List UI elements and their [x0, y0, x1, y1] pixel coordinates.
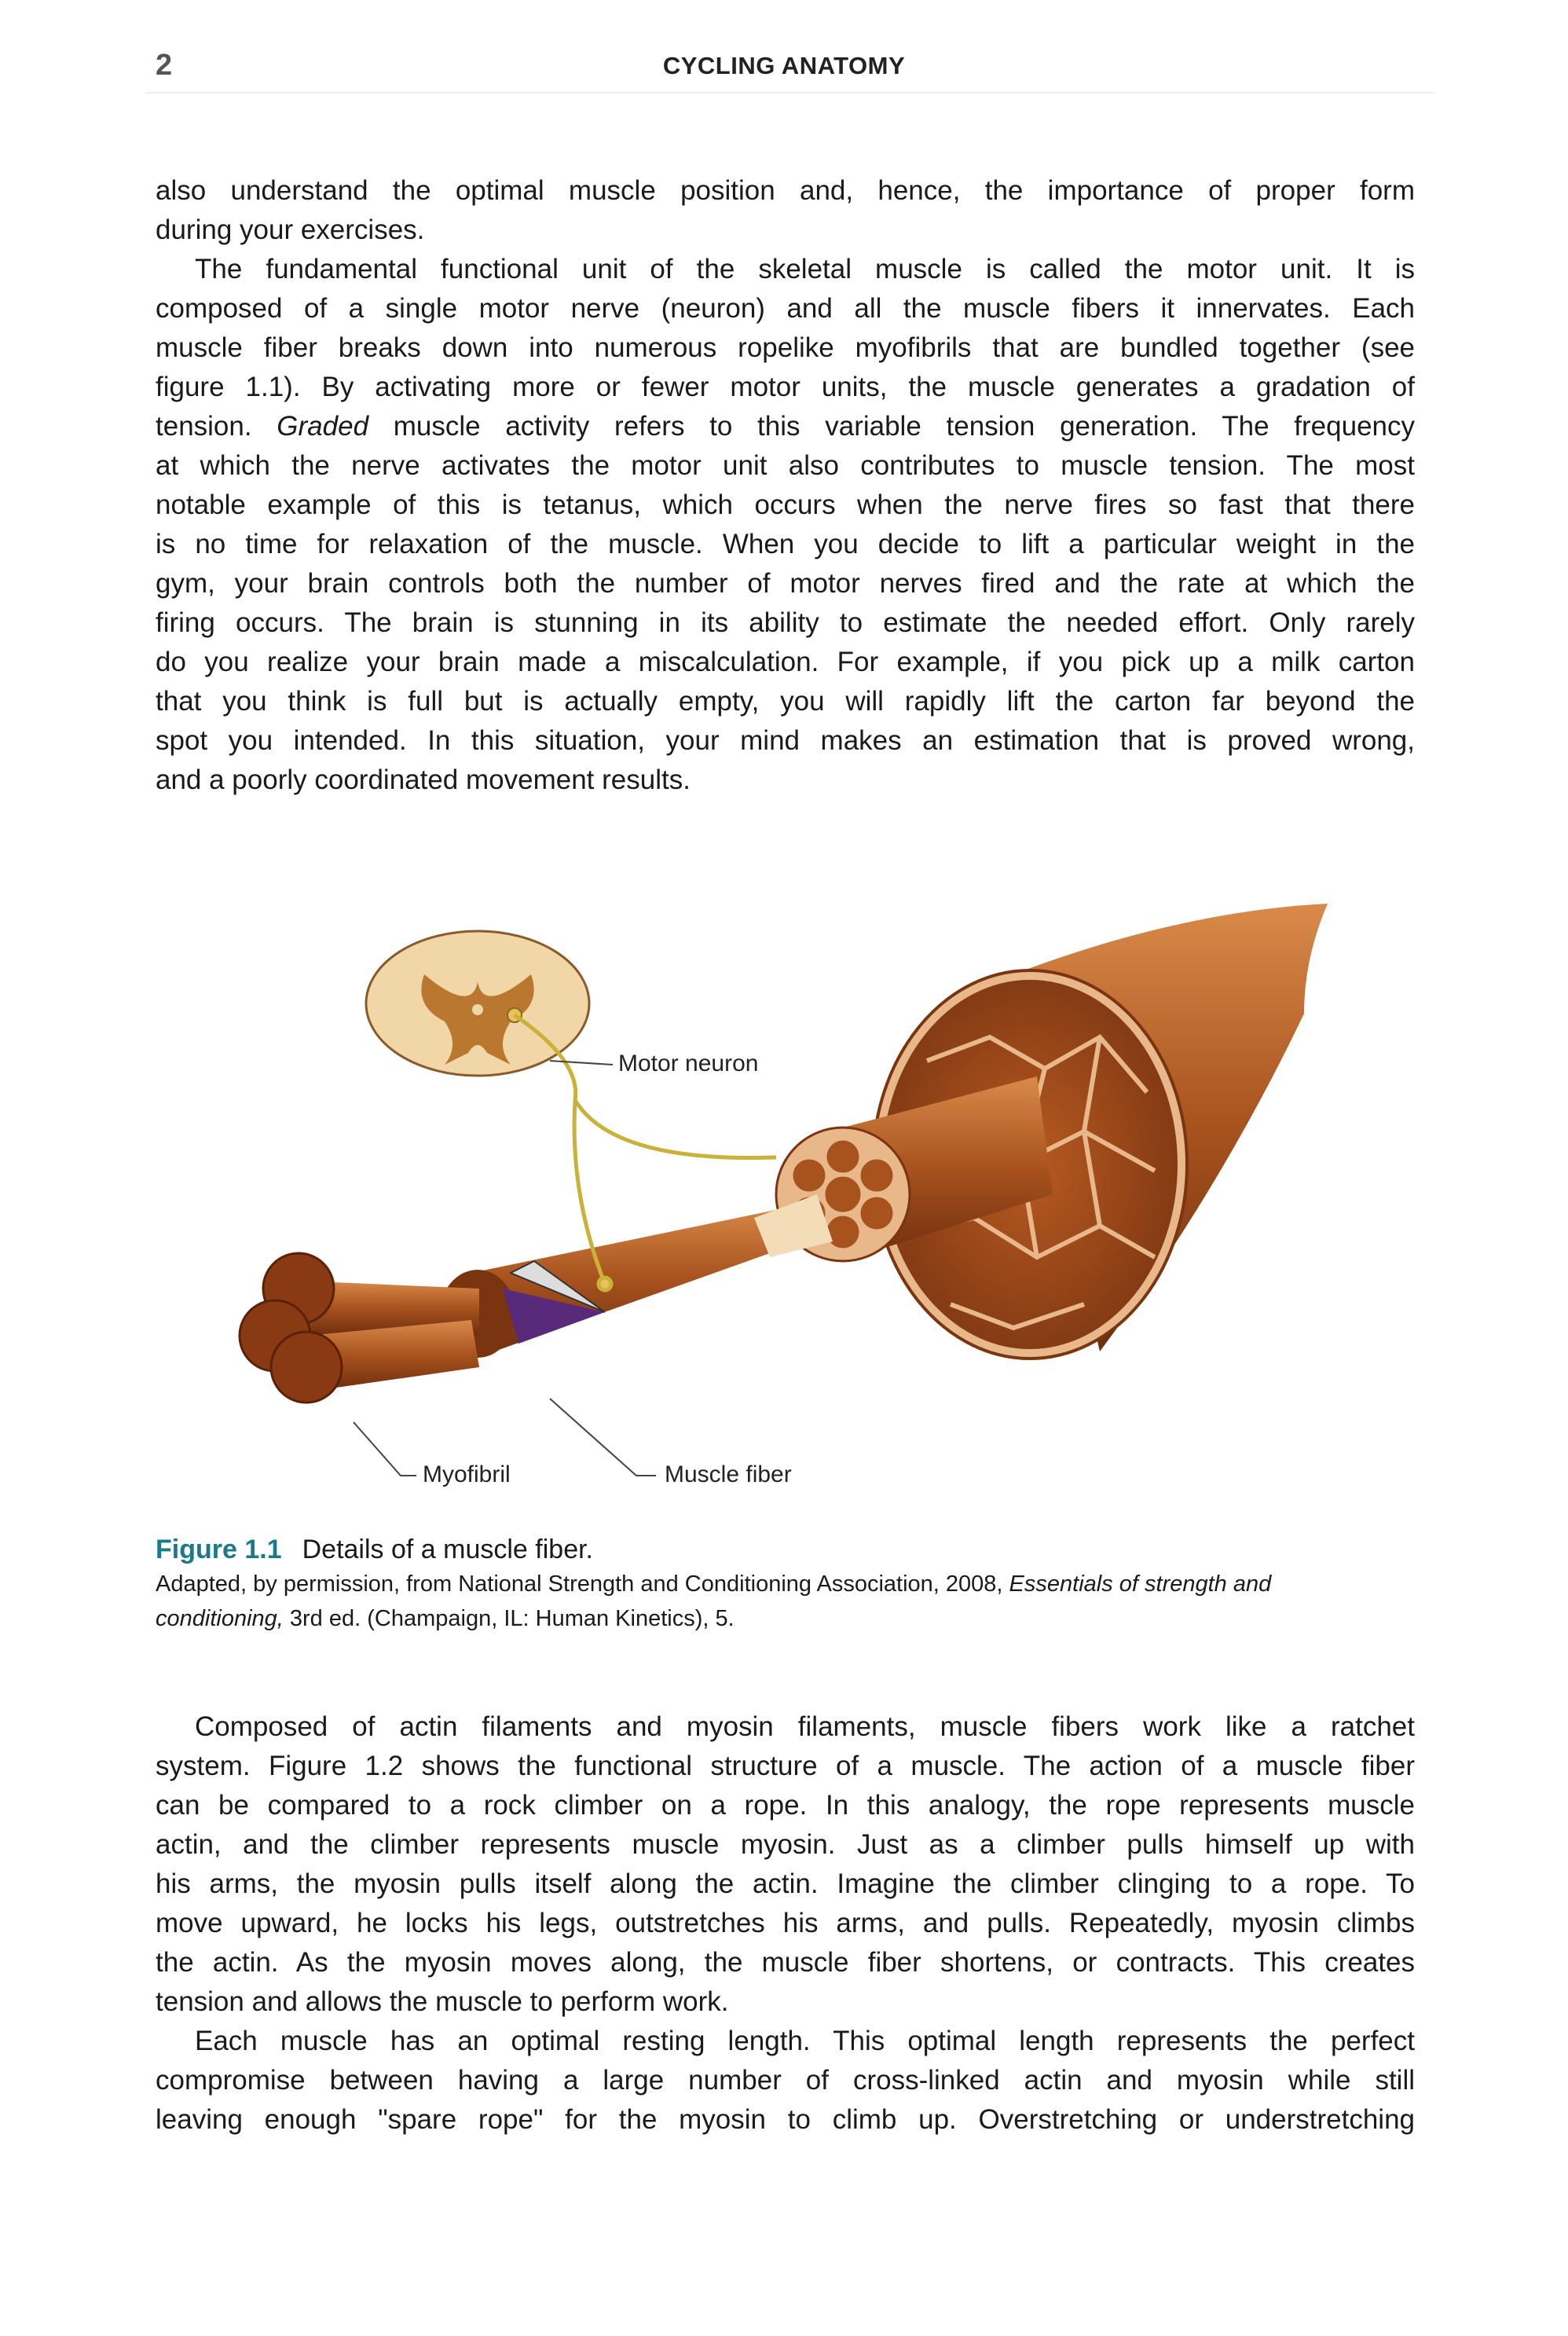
text-line: the actin. As the myosin moves along, the muscle fiber shortens, or contracts. This creates	[156, 1947, 1415, 1978]
text-line: Composed of actin filaments and myosin filaments, muscle fibers work like a ratchet	[195, 1711, 1415, 1742]
text-line: The fundamental functional unit of the skeletal muscle is called the motor unit. It is	[195, 254, 1415, 284]
label-myofibril: Myofibril	[423, 1461, 511, 1487]
text-line	[156, 407, 1415, 446]
paragraph-3	[156, 1707, 1415, 2022]
paragraph-4	[156, 2022, 1415, 2140]
text-line: during your exercises.	[156, 215, 425, 245]
text-line: notable example of this is tetanus, which occurs when the nerve fires so fast that there	[156, 490, 1415, 520]
label-muscle-fiber: Muscle fiber	[665, 1461, 792, 1487]
text-line: figure 1.1). By activating more or fewer motor units, the muscle generates a gradation of	[156, 372, 1415, 402]
page-number: 2	[156, 49, 173, 82]
paragraph-1	[156, 171, 1415, 250]
figure-caption	[156, 1535, 593, 1565]
text-line: composed of a single motor nerve (neuron) and all the muscle fibers it innervates. Each	[156, 293, 1415, 324]
text: 3rd ed. (Champaign, IL: Human Kinetics), 5.	[283, 1606, 735, 1631]
text: Adapted, by permission, from National Strength and Conditioning Association, 2008,	[156, 1571, 1009, 1597]
myofibrils	[240, 1253, 479, 1403]
figure-title: Details of a muscle fiber.	[302, 1535, 593, 1564]
figure-number: Figure 1.1	[156, 1535, 282, 1564]
text-line: actin, and the climber represents muscle myosin. Just as a climber pulls himself up with	[156, 1829, 1415, 1860]
text-line: can be compared to a rock climber on a rope. In this analogy, the rope represents muscle	[156, 1790, 1415, 1821]
emphasis-graded: Graded	[277, 411, 369, 442]
book-title: Essentials of strength and	[1009, 1571, 1272, 1597]
text-line: spot you intended. In this situation, your mind makes an estimation that is proved wrong,	[156, 725, 1415, 756]
paragraph-2	[156, 250, 1415, 800]
header-rule	[145, 92, 1434, 94]
text-line: also understand the optimal muscle position and, hence, the importance of proper form	[156, 175, 1415, 206]
text-line: his arms, the myosin pulls itself along the actin. Imagine the climber clinging to a rope. To	[156, 1868, 1415, 1899]
text-line: that you think is full but is actually empty, you will rapidly lift the carton far beyond the	[156, 686, 1415, 717]
text-line: system. Figure 1.2 shows the functional structure of a muscle. The action of a muscle fiber	[156, 1751, 1415, 1781]
running-title: CYCLING ANATOMY	[662, 52, 906, 79]
text: muscle activity refers to this variable tension generation. The frequency	[368, 411, 1416, 442]
text-line: firing occurs. The brain is stunning in its ability to estimate the needed effort. Only rarely	[156, 607, 1415, 638]
text-line: at which the nerve activates the motor unit also contributes to muscle tension. The most	[156, 450, 1415, 481]
text-line: is no time for relaxation of the muscle. When you decide to lift a particular weight in the	[156, 529, 1415, 559]
muscle-fiber-illustration	[0, 864, 1568, 1509]
text: tension.	[156, 411, 277, 442]
text-line: move upward, he locks his legs, outstretches his arms, and pulls. Repeatedly, myosin climbs	[156, 1908, 1415, 1938]
text-line: do you realize your brain made a miscalculation. For example, if you pick up a milk carton	[156, 647, 1415, 677]
book-title: conditioning,	[156, 1606, 284, 1631]
muscle-fiber	[440, 1194, 833, 1358]
spinal-cord-section	[366, 931, 589, 1076]
label-motor-neuron: Motor neuron	[618, 1051, 759, 1076]
text-line: tension and allows the muscle to perform work.	[156, 1986, 729, 2017]
text-line: compromise between having a large number of cross-linked actin and myosin while still	[156, 2065, 1415, 2096]
text-line: gym, your brain controls both the number of motor nerves fired and the rate at which the	[156, 568, 1415, 599]
text-line: muscle fiber breaks down into numerous ropelike myofibrils that are bundled together (see	[156, 332, 1415, 363]
text-line: Each muscle has an optimal resting length. This optimal length represents the perfect	[195, 2026, 1415, 2056]
text-line: leaving enough "spare rope" for the myosin to climb up. Overstretching or understretching	[156, 2104, 1415, 2135]
figure-credit	[156, 1567, 1415, 1636]
text-line: and a poorly coordinated movement results.	[156, 765, 691, 795]
